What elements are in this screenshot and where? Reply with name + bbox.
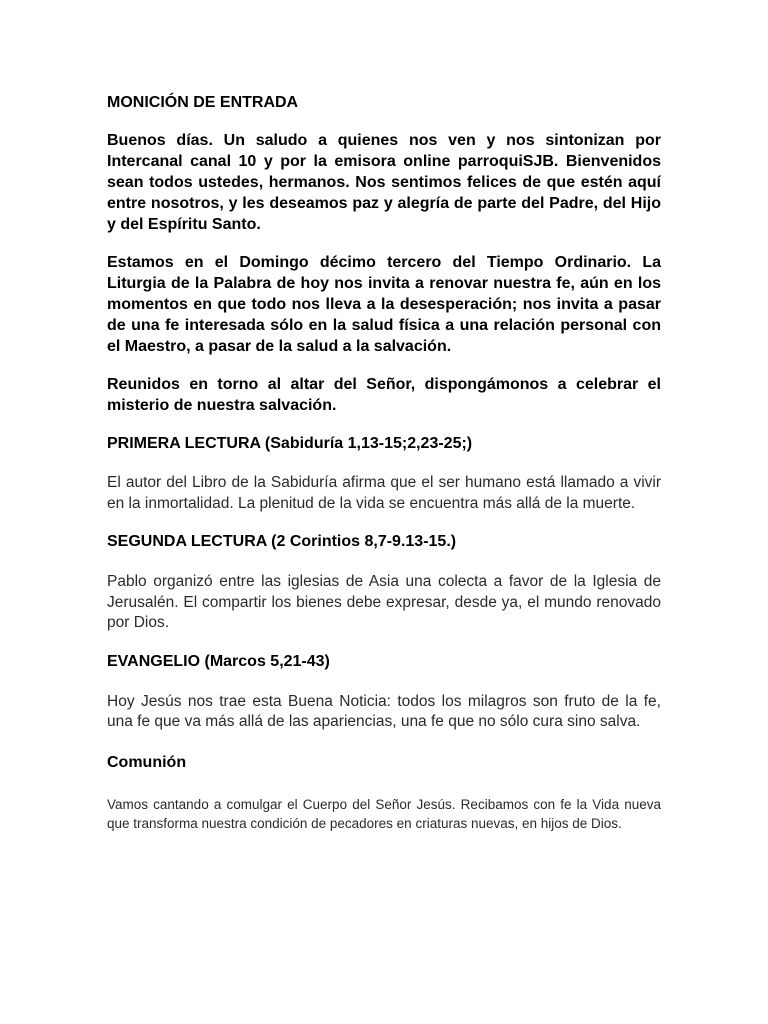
monicion-paragraph-3: Reunidos en torno al altar del Señor, dispongámonos a celebrar el misterio de nuestra salvación. [107,376,661,414]
evangelio-heading: EVANGELIO (Marcos 5,21-43) [107,652,330,670]
monicion-paragraph-1: Buenos días. Un saludo a quienes nos ven y nos sintonizan por Intercanal canal 10 y por la emisora online parroquiSJB. Bienvenidos sean todos ustedes, hermanos. Nos sentimos felices de que estén aquí entre nosotros, y les deseamos paz y alegría de parte del Padre, del Hijo y del Espíritu Santo. [107,132,661,233]
monicion-heading: MONICIÓN DE ENTRADA [107,94,299,111]
primera-lectura-heading: PRIMERA LECTURA (Sabiduría 1,13-15;2,23-25;) [107,435,473,452]
comunion-text: Vamos cantando a comulgar el Cuerpo del Señor Jesús. Recibamos con fe la Vida nueva que transforma nuestra condición de pecadores en criaturas nuevas, en hijos de Dios. [107,796,661,831]
primera-lectura-text: El autor del Libro de la Sabiduría afirma que el ser humano está llamado a vivir en la inmortalidad. La plenitud de la vida se encuentra más allá de la muerte. [107,474,661,512]
document-page [107,92,661,833]
segunda-lectura-heading: SEGUNDA LECTURA (2 Corintios 8,7-9.13-15.) [107,533,457,550]
evangelio-text: Hoy Jesús nos trae esta Buena Noticia: todos los milagros son fruto de la fe, una fe que va más allá de las apariencias, una fe que no sólo cura sino salva. [107,692,661,730]
monicion-paragraph-2: Estamos en el Domingo décimo tercero del Tiempo Ordinario. La Liturgia de la Palabra de hoy nos invita a renovar nuestra fe, aún en los momentos en que todo nos lleva a la desesperación; nos invita a pasar de una fe interesada sólo en la salud física a una relación personal con el Maestro, a pasar de la salud a la salvación. [107,254,661,355]
comunion-heading: Comunión [107,753,187,771]
segunda-lectura-text: Pablo organizó entre las iglesias de Asia una colecta a favor de la Iglesia de Jerusalén. El compartir los bienes debe expresar, desde ya, el mundo renovado por Dios. [107,573,661,631]
